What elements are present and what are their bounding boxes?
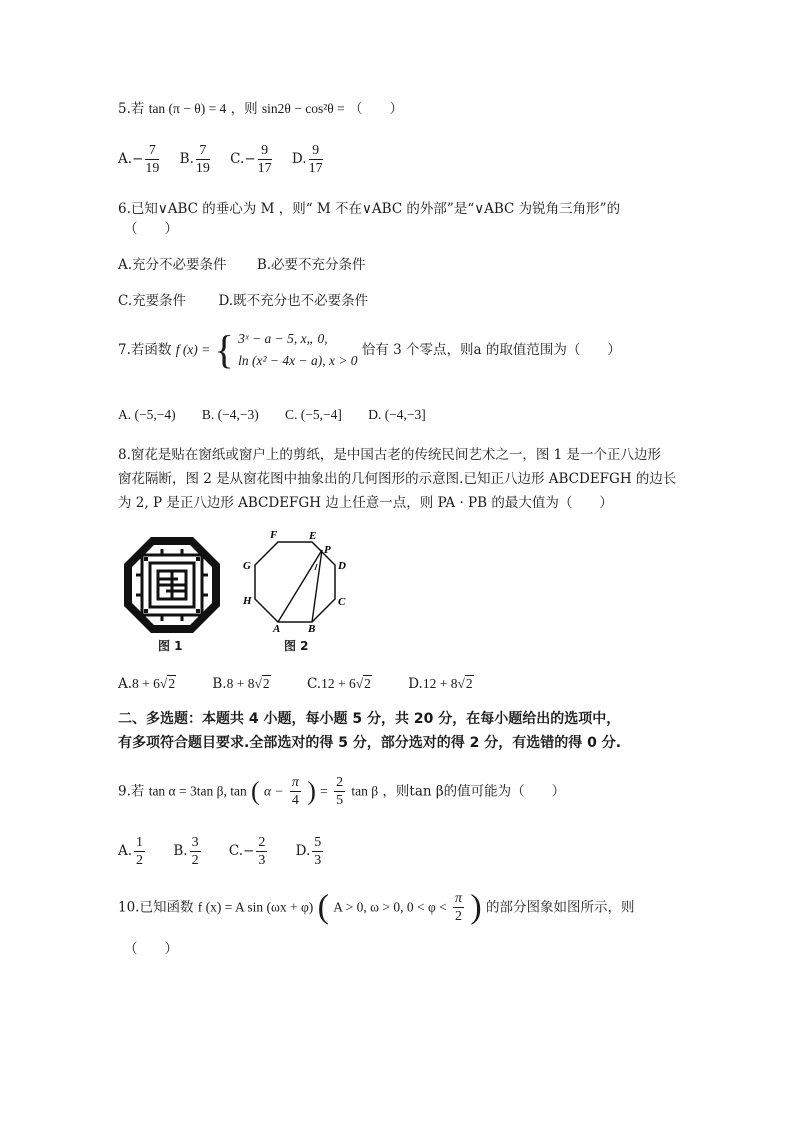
q7-cases — [238, 328, 357, 372]
vertex-f: F — [270, 529, 278, 541]
q9-option-b[interactable] — [173, 834, 202, 869]
numerator: π — [455, 891, 463, 906]
q6-options-row1 — [118, 256, 366, 274]
vertex-e: E — [309, 530, 317, 542]
q6-option-c[interactable]: C.充要条件 — [118, 293, 187, 309]
option-radicand: 2 — [364, 675, 371, 691]
q5-option-a[interactable] — [118, 142, 161, 177]
vertex-a: A — [273, 623, 281, 634]
option-fraction — [258, 142, 272, 177]
vertex-d: D — [338, 560, 346, 572]
pi-over-4 — [290, 774, 301, 809]
option-label: A. — [118, 675, 133, 692]
q5-option-d[interactable] — [292, 142, 325, 177]
q6-option-d[interactable]: D.既不充分也不必要条件 — [218, 293, 369, 309]
option-sign: − — [244, 151, 256, 167]
q9-eq: = — [320, 783, 328, 799]
q6-options-row2 — [118, 292, 368, 310]
option-label: D. — [291, 151, 307, 167]
option-fraction — [309, 142, 323, 177]
vertex-p: P — [324, 544, 331, 556]
q5-options — [118, 142, 339, 177]
numerator: 2 — [336, 775, 344, 790]
option-label: D. — [408, 675, 423, 692]
question-5 — [118, 100, 403, 118]
denominator: 17 — [308, 161, 323, 176]
option-fraction — [196, 142, 210, 177]
vertex-g: G — [243, 560, 251, 572]
q6-option-b[interactable]: B.必要不充分条件 — [256, 257, 366, 273]
option-radicand: 2 — [168, 675, 176, 691]
octagon-diagram — [238, 526, 356, 634]
option-label: C. — [230, 151, 245, 167]
pi-over-2 — [453, 890, 464, 925]
q5-expr2: sin2θ − cos²θ = — [261, 101, 345, 116]
option-fraction — [312, 834, 323, 869]
q7-suffix: 恰有 3 个零点，则a 的取值范围为（ ） — [361, 342, 621, 358]
paren-close: ) — [470, 888, 482, 926]
q8-line2: 窗花隔断，图 2 是从窗花图中抽象出的几何图形的示意图.已知正八边形 ABCDEFGH 的边长 — [118, 471, 677, 487]
question-7 — [118, 328, 621, 378]
denominator: 4 — [291, 793, 299, 808]
q8-option-b[interactable]: B.8 + 8√2 — [212, 675, 270, 692]
denominator: 19 — [195, 161, 210, 176]
q8-option-d[interactable]: D.12 + 8√2 — [408, 675, 473, 692]
q7-option-c[interactable]: C. (−5,−4] — [285, 407, 342, 422]
denominator: 17 — [257, 161, 272, 176]
numerator: 1 — [136, 835, 144, 850]
question-10 — [118, 890, 634, 934]
numerator: 5 — [314, 835, 322, 850]
q9-inner: α − — [264, 783, 284, 799]
q7-fx: f (x) = — [175, 342, 211, 357]
q5-mid: ，则 — [230, 101, 258, 117]
q7-brace: { — [214, 327, 234, 372]
q7-option-a[interactable]: A. (−5,−4) — [118, 407, 176, 422]
fig1-caption: 图 1 — [158, 639, 183, 653]
q10-suffix: 的部分图象如图所示，则 — [485, 899, 635, 916]
q5-expr: tan (π − θ) = 4 — [148, 101, 227, 116]
option-sign: − — [243, 843, 255, 859]
question-6: 6.已知∨ABC 的垂心为 M ，则“ M 不在∨ABC 的外部”是“∨ABC 为锐角三角形”的 — [118, 201, 621, 217]
numerator: 2 — [258, 835, 266, 850]
q7-option-b[interactable]: B. (−4,−3) — [201, 407, 259, 422]
denominator: 2 — [455, 909, 463, 924]
option-label: D. — [295, 843, 311, 859]
section-2-line2: 有多项符合题目要求.全部选对的得 5 分，部分选对的得 2 分，有选错的得 0 分. — [118, 735, 622, 751]
q7-case1: 3ˣ − a − 5, x„ 0, — [238, 331, 328, 346]
option-label: C. — [306, 675, 322, 692]
q5-prefix: 5.若 — [118, 101, 145, 117]
paren-open: ( — [251, 776, 260, 806]
paren-close: ) — [307, 776, 316, 806]
q6-paren: （ ） — [124, 221, 178, 237]
numerator: 3 — [191, 835, 199, 850]
q9-options — [118, 834, 339, 869]
q8-option-a[interactable]: A.8 + 6√2 — [118, 675, 176, 692]
q10-expr: f (x) = A sin (ωx + φ) — [197, 899, 314, 915]
q9-option-a[interactable] — [118, 834, 147, 869]
denominator: 3 — [314, 853, 322, 868]
q7-case2: ln (x² − 4x − a), x > 0 — [238, 353, 358, 368]
q9-option-c[interactable] — [229, 834, 269, 869]
paren-open: ( — [317, 888, 329, 926]
fig2-caption: 图 2 — [284, 639, 309, 653]
window-lattice-figure — [122, 535, 222, 635]
numerator: 7 — [196, 142, 210, 160]
option-value: 12 + 8 — [422, 675, 458, 691]
q9-expr1: tan α = 3tan β, tan — [148, 783, 247, 799]
option-fraction — [145, 142, 159, 177]
q9-option-d[interactable] — [296, 834, 326, 869]
option-value: 12 + 6 — [321, 675, 356, 691]
option-label: B. — [179, 151, 194, 167]
denominator: 3 — [258, 853, 266, 868]
option-value: 8 + 6 — [132, 675, 160, 691]
option-label: B. — [173, 843, 188, 859]
q5-paren: （ ） — [349, 101, 404, 117]
vertex-h: H — [243, 595, 252, 607]
denominator: 5 — [336, 793, 344, 808]
q5-option-b[interactable] — [180, 142, 212, 177]
option-label: A. — [118, 151, 133, 167]
option-label: B. — [212, 675, 227, 692]
option-label: C. — [228, 843, 243, 859]
q5-option-c[interactable] — [230, 142, 273, 177]
denominator: 19 — [145, 161, 160, 176]
q7-option-d[interactable]: D. (−4,−3] — [368, 407, 426, 422]
vertex-c: C — [338, 596, 346, 608]
q8-options — [118, 674, 488, 693]
q8-line3: 为 2, P 是正八边形 ABCDEFGH 边上任意一点，则 PA · PB 的最大值为（ ） — [118, 495, 613, 511]
vertex-b: B — [308, 623, 316, 634]
numerator: π — [291, 775, 299, 790]
question-9 — [118, 774, 565, 814]
option-radicand: 2 — [465, 675, 473, 691]
q7-options — [118, 406, 426, 424]
option-sign: − — [132, 151, 144, 167]
option-label: A. — [118, 843, 133, 859]
q9-suffix: ，则tan β的值可能为（ ） — [382, 783, 566, 800]
denominator: 2 — [136, 853, 144, 868]
q10-paren: （ ） — [124, 941, 178, 957]
denominator: 2 — [191, 853, 199, 868]
numerator: 9 — [258, 142, 272, 160]
q8-option-c[interactable]: C.12 + 6√2 — [306, 675, 371, 692]
section-2-line1: 二、多选题：本题共 4 小题，每小题 5 分，共 20 分，在每小题给出的选项中， — [118, 711, 621, 727]
numerator: 7 — [145, 142, 159, 160]
q9-prefix: 9.若 — [118, 783, 145, 800]
option-fraction — [134, 834, 145, 869]
option-radicand: 2 — [262, 675, 270, 691]
q10-cond: A > 0, ω > 0, 0 < φ < — [333, 899, 447, 915]
option-fraction — [190, 834, 201, 869]
numerator: 9 — [309, 142, 323, 160]
q10-prefix: 10.已知函数 — [118, 899, 194, 916]
q8-line1: 8.窗花是贴在窗纸或窗户上的剪纸，是中国古老的传统民间艺术之一，图 1 是一个正八边形 — [118, 447, 662, 463]
q7-prefix: 7.若函数 — [118, 342, 172, 358]
option-fraction — [256, 834, 267, 869]
option-value: 8 + 8 — [226, 675, 255, 691]
q6-option-a[interactable]: A.充分不必要条件 — [118, 257, 227, 273]
q9-tanb: tan β — [351, 783, 379, 799]
two-fifths — [334, 774, 345, 809]
